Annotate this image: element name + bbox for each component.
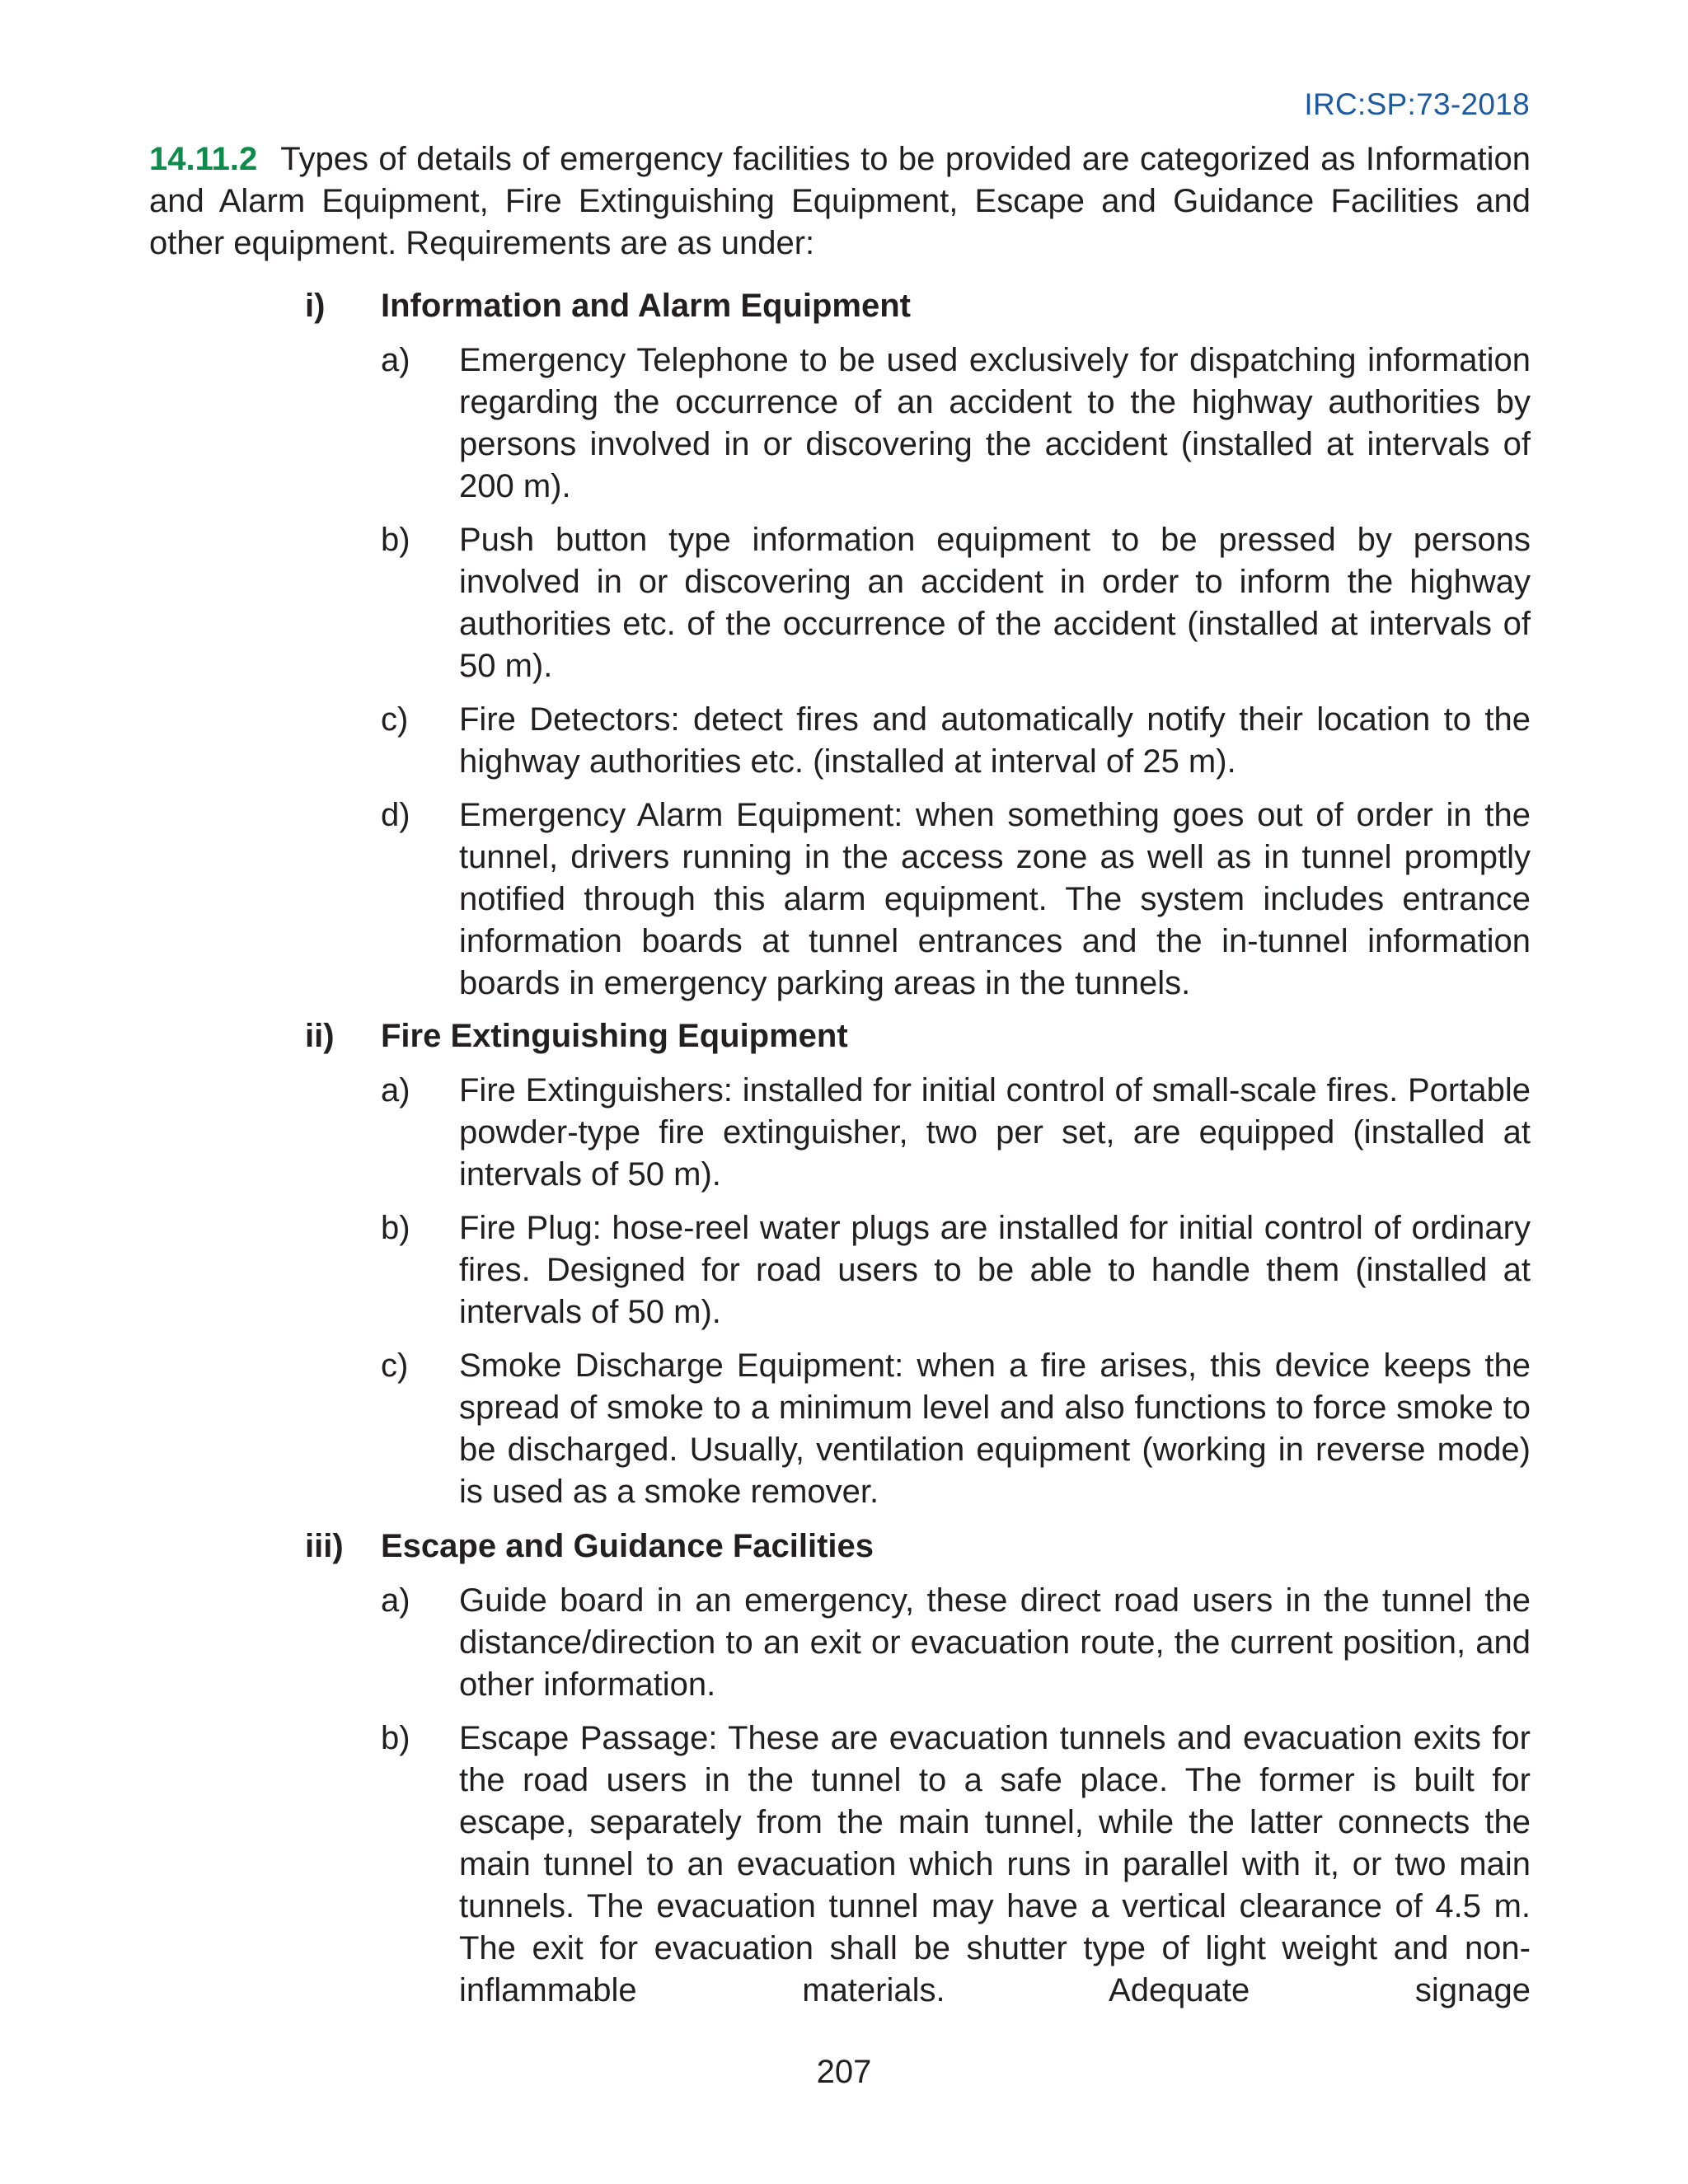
item-text: Emergency Alarm Equipment: when something goes out of order in the tunnel, drivers running in the access zone as well as in tunnel promptly notified through this alarm equipment. The system includes entrance information boards at tunnel entrances and the in-tunnel information boards in emergency parking areas in the tunnels. [459, 797, 1531, 1001]
list-item [381, 340, 1531, 508]
item-text: Escape Passage: These are evacuation tunnels and evacuation exits for the road users in the tunnel to a safe place. The former is built for escape, separately from the main tunnel, while the latter connects the main tunnel to an evacuation which runs in parallel with it, or two main tunnels. The evacuation tunnel may have a vertical clearance of 4.5 m. The exit for evacuation shall be shutter type of light weight and non- inflammable materials. Adequate signage [459, 1720, 1531, 2008]
item-letter: a) [381, 1582, 410, 1619]
list-item [381, 1207, 1531, 1333]
item-letter: c) [381, 701, 409, 738]
item-letter: b) [381, 1720, 410, 1756]
item-letter: d) [381, 797, 410, 833]
section-title: Fire Extinguishing Equipment [381, 1018, 848, 1054]
list-item [381, 1718, 1531, 2012]
item-letter: b) [381, 522, 410, 558]
item-letter: a) [381, 1072, 410, 1108]
item-text: Push button type information equipment to be pressed by persons involved in or discovering an accident in order to inform the highway authorities etc. of the occurrence of the accident (installed at intervals of 50 m). [459, 522, 1531, 684]
list-item [381, 1580, 1531, 1706]
intro-text: Types of details of emergency facilities to be provided are categorized as Information and Alarm Equipment, Fire Extinguishing Equipment, Escape and Guidance Facilities and other equipment. Requirements are as under: [149, 141, 1531, 261]
item-letter: a) [381, 342, 410, 378]
item-text: Smoke Discharge Equipment: when a fire arises, this device keeps the spread of smoke to a minimum level and also functions to force smoke to be discharged. Usually, ventilation equipment (working in reverse mode) is used as a smoke remover. [459, 1347, 1531, 1510]
clause-number: 14.11.2 [149, 141, 258, 177]
list-item [381, 699, 1531, 783]
item-text: Emergency Telephone to be used exclusively for dispatching information regarding the occurrence of an accident to the highway authorities by persons involved in or discovering the accident (installed at intervals of 200 m). [459, 342, 1531, 504]
list-item [381, 1345, 1531, 1513]
list-item [381, 1070, 1531, 1196]
list-item [381, 794, 1531, 1005]
section-number: ii) [305, 1018, 335, 1054]
item-text: Fire Detectors: detect fires and automatically notify their location to the highway authorities etc. (installed at interval of 25 m). [459, 701, 1531, 780]
intro-paragraph [149, 138, 1531, 265]
item-letter: c) [381, 1347, 409, 1384]
item-text: Fire Plug: hose-reel water plugs are installed for initial control of ordinary fires. Designed for road users to be able to handle them (installed at intervals of 50 m). [459, 1210, 1531, 1330]
section-title: Escape and Guidance Facilities [381, 1528, 874, 1564]
list-item [381, 519, 1531, 687]
section-number: iii) [305, 1528, 344, 1564]
item-letter: b) [381, 1210, 410, 1246]
section-number: i) [305, 288, 326, 324]
item-text: Fire Extinguishers: installed for initial control of small-scale fires. Portable powder-type fire extinguisher, two per set, are equipped (installed at intervals of 50 m). [459, 1072, 1531, 1193]
page-number: 207 [816, 2054, 872, 2090]
section-title: Information and Alarm Equipment [381, 288, 911, 324]
item-text: Guide board in an emergency, these direct road users in the tunnel the distance/direction to an exit or evacuation route, the current position, and other information. [459, 1582, 1531, 1703]
document-code: IRC:SP:73-2018 [1304, 87, 1530, 121]
